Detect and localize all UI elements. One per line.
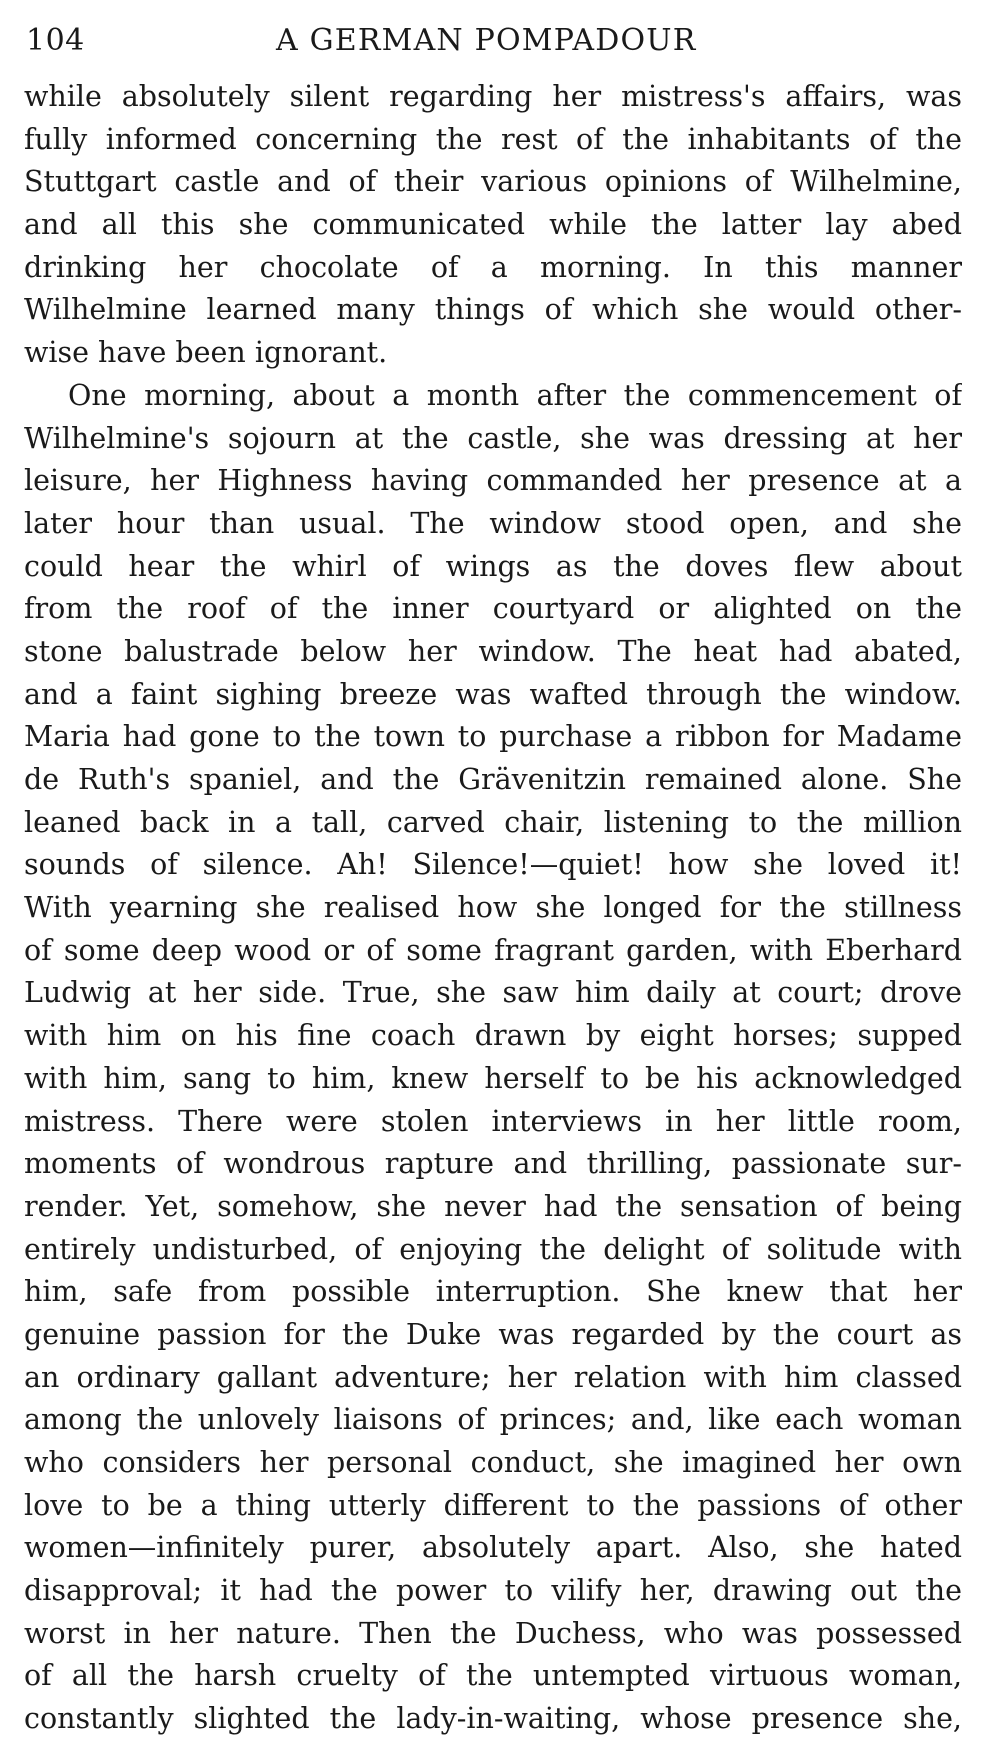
text-line: render. Yet, somehow, she never had the sensation of being	[24, 1189, 962, 1223]
text-line: Maria had gone to the town to purchase a ribbon for Madame	[24, 720, 962, 754]
text-line: among the unlovely liaisons of princes; and, like each woman	[24, 1403, 962, 1437]
text-line: Stuttgart castle and of their various opinions of Wilhelmine,	[24, 165, 962, 199]
text-line: women—infinitely purer, absolutely apart. Also, she hated	[24, 1531, 962, 1565]
text-line: later hour than usual. The window stood open, and she	[24, 506, 962, 540]
text-line: wise have been ignorant.	[24, 336, 388, 370]
page-number: 104	[26, 23, 85, 58]
text-line: from the roof of the inner courtyard or alighted on the	[24, 592, 962, 626]
text-line: de Ruth's spaniel, and the Grävenitzin remained alone. She	[24, 763, 962, 796]
text-line: leaned back in a tall, carved chair, listening to the million	[24, 805, 962, 839]
text-line: who considers her personal conduct, she imagined her own	[24, 1446, 962, 1479]
text-line: With yearning she realised how she longed for the stillness	[24, 891, 962, 925]
text-line: Wilhelmine's sojourn at the castle, she was dressing at her	[24, 421, 962, 455]
text-line: stone balustrade below her window. The heat had abated,	[24, 634, 962, 668]
text-line: an ordinary gallant adventure; her relation with him classed	[24, 1360, 962, 1394]
paragraph-2	[24, 375, 962, 1741]
text-line: could hear the whirl of wings as the doves flew about	[24, 549, 962, 583]
running-head	[26, 18, 982, 64]
book-title: A GERMAN POMPADOUR	[276, 23, 697, 58]
text-line: disapproval; it had the power to vilify her, drawing out the	[24, 1574, 962, 1608]
text-line: One morning, about a month after the commencement of	[68, 378, 962, 412]
text-line: fully informed concerning the rest of the inhabitants of the	[24, 122, 962, 156]
text-line: Wilhelmine learned many things of which she would other-	[24, 293, 962, 327]
text-line: him, safe from possible interruption. She knew that her	[24, 1275, 962, 1309]
text-line: while absolutely silent regarding her mistress's affairs, was	[24, 80, 962, 113]
text-line: worst in her nature. Then the Duchess, who was possessed	[24, 1616, 962, 1650]
text-line: mistress. There were stolen interviews in her little room,	[24, 1104, 962, 1138]
text-line: and a faint sighing breeze was wafted through the window.	[24, 677, 962, 711]
body-text	[24, 76, 962, 1741]
text-line: of all the harsh cruelty of the untempted virtuous woman,	[24, 1659, 962, 1693]
text-line: love to be a thing utterly different to the passions of other	[24, 1488, 962, 1522]
text-line: sounds of silence. Ah! Silence!—quiet! how she loved it!	[24, 848, 962, 882]
text-line: Ludwig at her side. True, she saw him daily at court; drove	[24, 976, 962, 1010]
text-line: of some deep wood or of some fragrant garden, with Eberhard	[24, 933, 962, 967]
text-line: entirely undisturbed, of enjoying the delight of solitude with	[24, 1232, 962, 1266]
text-line: with him on his fine coach drawn by eight horses; supped	[24, 1019, 962, 1053]
text-line: and all this she communicated while the latter lay abed	[24, 208, 962, 242]
text-line: moments of wondrous rapture and thrilling, passionate sur-	[24, 1147, 962, 1181]
text-line: leisure, her Highness having commanded her presence at a	[24, 464, 962, 498]
paragraph-1	[24, 76, 962, 375]
text-line: constantly slighted the lady-in-waiting, whose presence she,	[24, 1702, 962, 1736]
text-line: genuine passion for the Duke was regarded by the court as	[24, 1317, 962, 1351]
text-line: drinking her chocolate of a morning. In this manner	[24, 250, 962, 284]
text-line: with him, sang to him, knew herself to be his acknowledged	[24, 1061, 962, 1095]
